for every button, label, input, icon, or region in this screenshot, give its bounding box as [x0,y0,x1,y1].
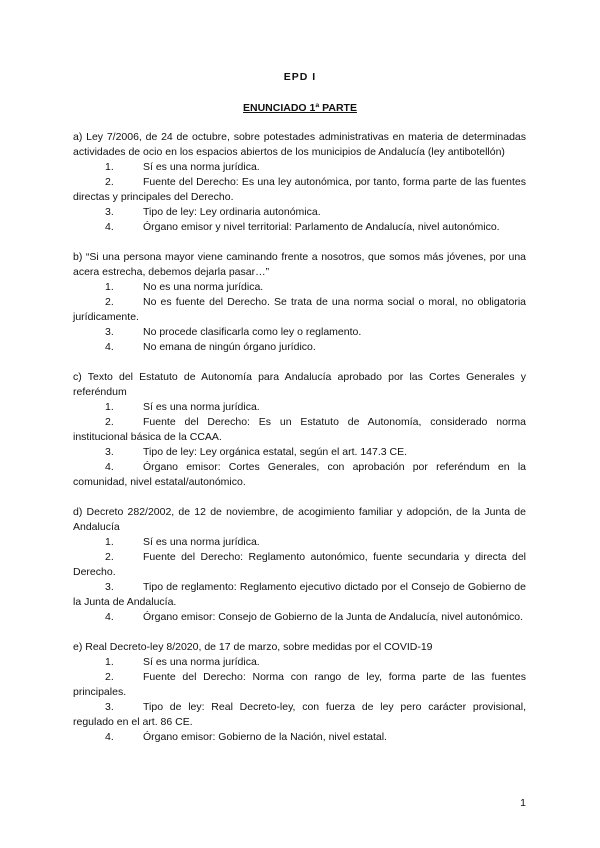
section-c [73,370,526,490]
item-number: 3. [105,206,114,218]
item-number: 2. [105,671,114,683]
item-text: No procede clasificarla como ley o reglamento. [143,326,362,338]
item-text: Fuente del Derecho: Es un Estatuto de Autonomía, considerado norma institucional básica de la CCAA. [73,416,526,443]
item-text: Tipo de ley: Ley ordinaria autonómica. [143,206,321,218]
item-number: 3. [105,326,114,338]
list-item [73,670,526,700]
item-number: 2. [105,416,114,428]
item-text: Tipo de reglamento: Reglamento ejecutivo dictado por el Consejo de Gobierno de la Junta de Andalucía. [73,581,526,608]
item-text: Sí es una norma jurídica. [143,401,260,413]
item-text: No emana de ningún órgano jurídico. [143,341,316,353]
list-item [73,400,526,415]
item-number: 1. [105,536,114,548]
item-text: Tipo de ley: Ley orgánica estatal, según el art. 147.3 CE. [143,446,408,458]
list-item [73,325,526,340]
list-item [73,175,526,205]
list-item [73,550,526,580]
list-item [73,460,526,490]
item-number: 1. [105,281,114,293]
item-number: 3. [105,581,114,593]
document-subtitle: ENUNCIADO 1ª PARTE [243,102,357,114]
section-intro: c) Texto del Estatuto de Autonomía para Andalucía aprobado por las Cortes Generales y referéndum [73,371,526,398]
list-item [73,730,526,745]
item-number: 2. [105,296,114,308]
item-text: Sí es una norma jurídica. [143,656,260,668]
list-item [73,655,526,670]
list-item [73,700,526,730]
page-number: 1 [520,797,526,809]
section-intro: d) Decreto 282/2002, de 12 de noviembre, de acogimiento familiar y adopción, de la Junta de Andalucía [73,506,526,533]
list-item [73,580,526,610]
section-intro: b) “Si una persona mayor viene caminando frente a nosotros, que somos más jóvenes, por una acera estrecha, debemos dejarla pasar…” [73,251,526,278]
item-text: Sí es una norma jurídica. [143,161,260,173]
item-number: 1. [105,401,114,413]
list-item [73,535,526,550]
item-number: 2. [105,551,114,563]
item-text: Órgano emisor: Gobierno de la Nación, nivel estatal. [143,731,387,743]
list-item [73,340,526,355]
document-title: EPD I [283,71,317,83]
item-text: No es fuente del Derecho. Se trata de una norma social o moral, no obligatoria jurídicamente. [73,296,526,323]
item-text: Fuente del Derecho: Es una ley autonómica, por tanto, forma parte de las fuentes directas y principales del Derecho. [73,176,526,203]
item-number: 4. [105,611,114,623]
item-number: 1. [105,656,114,668]
item-number: 4. [105,461,114,473]
list-item [73,610,526,625]
list-item [73,160,526,175]
item-number: 3. [105,701,114,713]
list-item [73,205,526,220]
item-number: 4. [105,221,114,233]
section-e [73,640,526,745]
item-number: 3. [105,446,114,458]
section-a [73,130,526,235]
document-body [73,130,526,760]
item-number: 1. [105,161,114,173]
item-number: 2. [105,176,114,188]
section-b [73,250,526,355]
list-item [73,295,526,325]
item-text: Sí es una norma jurídica. [143,536,260,548]
list-item [73,445,526,460]
section-intro: e) Real Decreto-ley 8/2020, de 17 de marzo, sobre medidas por el COVID-19 [73,641,433,653]
section-intro: a) Ley 7/2006, de 24 de octubre, sobre potestades administrativas en materia de determinadas actividades de ocio en los espacios abiertos de los municipios de Andalucía (ley antibotellón) [73,131,526,158]
item-text: Órgano emisor: Cortes Generales, con aprobación por referéndum en la comunidad, nivel estatal/autonómico. [73,461,526,488]
item-text: Fuente del Derecho: Norma con rango de ley, forma parte de las fuentes principales. [73,671,526,698]
item-number: 4. [105,731,114,743]
item-text: Órgano emisor: Consejo de Gobierno de la Junta de Andalucía, nivel autonómico. [143,611,523,623]
item-text: Órgano emisor y nivel territorial: Parlamento de Andalucía, nivel autonómico. [143,221,500,233]
section-d [73,505,526,625]
item-text: Fuente del Derecho: Reglamento autonómico, fuente secundaria y directa del Derecho. [73,551,526,578]
item-number: 4. [105,341,114,353]
list-item [73,415,526,445]
item-text: No es una norma jurídica. [143,281,264,293]
list-item [73,220,526,235]
item-text: Tipo de ley: Real Decreto-ley, con fuerza de ley pero carácter provisional, regulado en el art. 86 CE. [73,701,526,728]
list-item [73,280,526,295]
